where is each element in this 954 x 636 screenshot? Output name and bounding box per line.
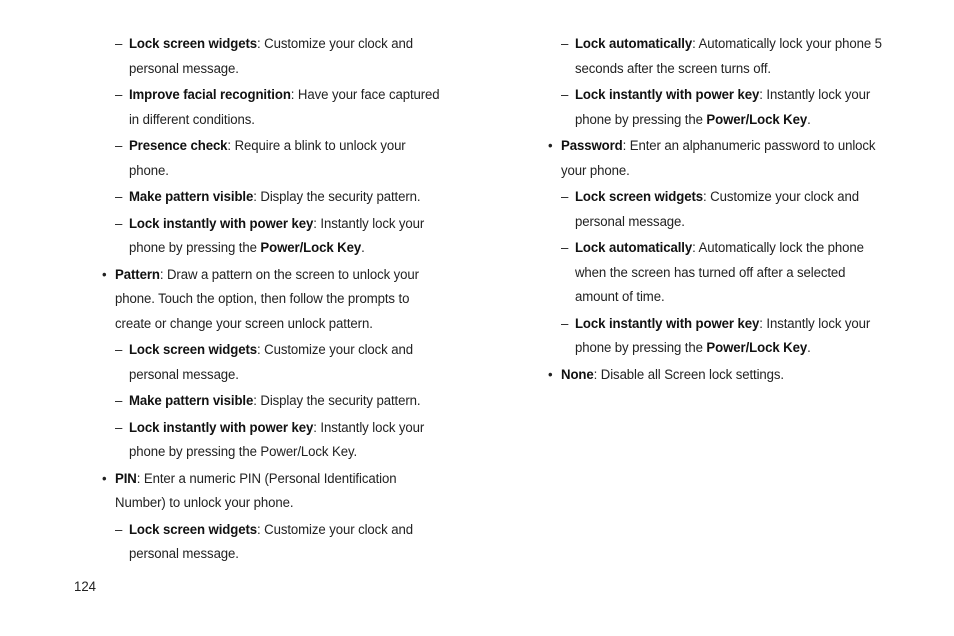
sub-item xyxy=(102,416,446,465)
dash-marker: – xyxy=(115,215,123,232)
item-description: : Disable all Screen lock settings. xyxy=(593,366,785,383)
item-description: : Customize your clock and personal message. xyxy=(128,521,413,562)
dash-marker: – xyxy=(115,393,123,409)
item-term-key: Power/Lock Key xyxy=(260,240,362,256)
sub-item xyxy=(548,83,892,132)
item-description: : Instantly lock your phone by pressing the Power/Lock Key. xyxy=(128,419,425,460)
item-description: : Customize your clock and personal message. xyxy=(128,342,413,383)
item-description: : Display the security pattern. xyxy=(253,189,421,205)
dash-marker: – xyxy=(115,342,123,358)
item-term-key: Power/Lock Key xyxy=(706,111,808,128)
item-tail: . xyxy=(361,240,365,256)
dash-marker: – xyxy=(115,138,123,154)
item-term: Lock instantly with power key xyxy=(128,419,314,436)
sub-item xyxy=(102,32,446,81)
sub-item xyxy=(548,312,892,361)
dash-marker: – xyxy=(115,419,123,436)
dash-marker: – xyxy=(561,240,569,256)
item-term: Lock instantly with power key xyxy=(574,315,760,332)
item-description: : Instantly lock your phone by pressing the xyxy=(574,87,871,128)
bullet-item xyxy=(102,263,446,337)
item-description: : Instantly lock your phone by pressing the xyxy=(128,215,425,256)
sub-item xyxy=(548,185,892,234)
item-term: Lock automatically xyxy=(574,240,693,256)
item-term: Lock automatically xyxy=(574,36,693,52)
item-description: : Enter a numeric PIN (Personal Identification Number) to unlock your phone. xyxy=(115,470,397,511)
dash-marker: – xyxy=(115,189,123,205)
sub-item xyxy=(102,185,446,210)
item-term: Lock screen widgets xyxy=(574,189,704,205)
item-description: : Display the security pattern. xyxy=(253,393,421,409)
left-column xyxy=(102,32,472,569)
item-description: : Enter an alphanumeric password to unlock your phone. xyxy=(561,138,876,179)
bullet-marker: • xyxy=(548,366,553,383)
dash-marker: – xyxy=(561,189,569,205)
item-description: : Customize your clock and personal message. xyxy=(574,189,859,230)
dash-marker: – xyxy=(561,315,569,332)
sub-item xyxy=(548,32,892,81)
item-term: Presence check xyxy=(128,138,228,154)
item-term: Make pattern visible xyxy=(128,189,254,205)
dash-marker: – xyxy=(115,87,123,103)
item-description: : Draw a pattern on the screen to unlock your phone. Touch the option, then follow the prompts to create or change your screen unlock pattern. xyxy=(115,266,419,332)
sub-item xyxy=(102,338,446,387)
item-description: : Instantly lock your phone by pressing the xyxy=(574,315,871,356)
item-term-key: Power/Lock Key xyxy=(706,340,808,356)
item-term: PIN xyxy=(115,470,137,487)
dash-marker: – xyxy=(115,521,123,538)
dash-marker: – xyxy=(561,87,569,103)
page-number: 124 xyxy=(74,579,97,595)
bullet-item xyxy=(548,363,892,388)
bullet-item xyxy=(548,134,892,183)
right-column xyxy=(548,32,918,389)
item-description: : Automatically lock the phone when the screen has turned off after a selected amount of time. xyxy=(574,240,864,305)
item-description: : Require a blink to unlock your phone. xyxy=(128,138,406,179)
item-description: : Customize your clock and personal message. xyxy=(128,36,413,77)
sub-item xyxy=(102,389,446,414)
dash-marker: – xyxy=(115,36,123,52)
bullet-marker: • xyxy=(548,138,553,154)
item-tail: . xyxy=(807,340,811,356)
item-tail: . xyxy=(807,111,811,128)
bullet-marker: • xyxy=(102,470,107,487)
sub-item xyxy=(102,83,446,132)
sub-item xyxy=(102,518,446,567)
bullet-item xyxy=(102,467,446,516)
dash-marker: – xyxy=(561,36,569,52)
item-term: Improve facial recognition xyxy=(128,87,291,103)
item-term: Lock instantly with power key xyxy=(128,215,314,232)
item-term: Password xyxy=(561,138,623,154)
item-term: Make pattern visible xyxy=(128,393,254,409)
item-description: : Have your face captured in different conditions. xyxy=(128,87,440,128)
item-term: None xyxy=(561,366,594,383)
sub-item xyxy=(102,134,446,183)
sub-item xyxy=(548,236,892,310)
bullet-marker: • xyxy=(102,266,107,283)
item-description: : Automatically lock your phone 5 seconds after the screen turns off. xyxy=(574,36,882,77)
item-term: Lock screen widgets xyxy=(128,36,258,52)
item-term: Pattern xyxy=(115,266,160,283)
item-term: Lock screen widgets xyxy=(128,342,258,358)
sub-item xyxy=(102,212,446,261)
item-term: Lock screen widgets xyxy=(128,521,258,538)
item-term: Lock instantly with power key xyxy=(574,87,760,103)
